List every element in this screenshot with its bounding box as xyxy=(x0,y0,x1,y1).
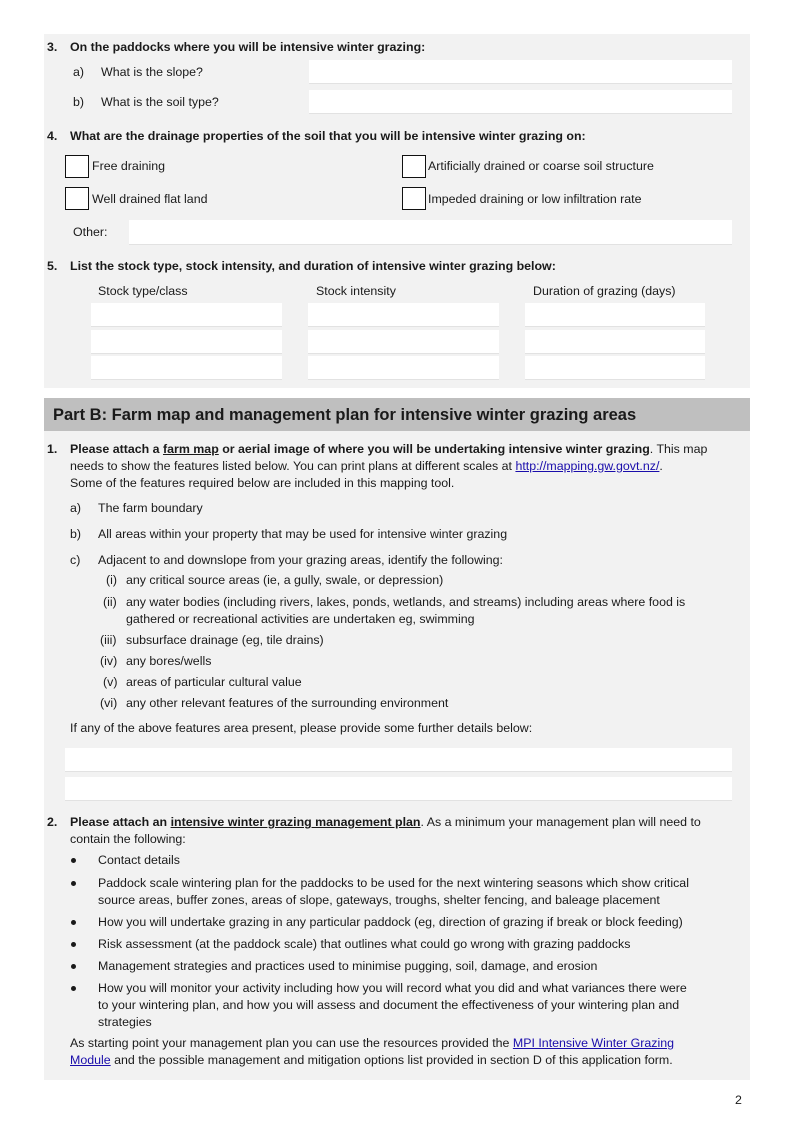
other-drainage-input[interactable] xyxy=(129,220,732,245)
col-stock-intensity: Stock intensity xyxy=(316,284,396,298)
q4-number: 4. xyxy=(47,129,58,143)
bullet-text: Contact details xyxy=(98,853,180,867)
bullet-icon xyxy=(71,986,76,991)
item-label: b) xyxy=(70,527,82,541)
stock-intensity-input[interactable] xyxy=(308,303,499,327)
bullet-text: source areas, buffer zones, areas of slope, gateways, troughs, shelter fencing, and baleage placement xyxy=(98,893,660,907)
q1-line2 xyxy=(70,458,663,475)
sub-text: areas of particular cultural value xyxy=(126,675,302,689)
soil-type-input[interactable] xyxy=(309,90,732,114)
sub-text: any water bodies (including rivers, lakes, ponds, wetlands, and streams) including areas where food is xyxy=(126,595,686,609)
q1-bold: or aerial image of where you will be undertaking intensive winter grazing xyxy=(218,442,650,456)
bullet-icon xyxy=(71,964,76,969)
slope-input[interactable] xyxy=(309,60,732,84)
duration-input[interactable] xyxy=(525,330,705,354)
q2-line2: contain the following: xyxy=(70,832,186,846)
stock-type-input[interactable] xyxy=(91,330,282,354)
farm-map-term: farm map xyxy=(162,442,219,456)
impeded-draining-label: Impeded draining or low infiltration rate xyxy=(428,192,642,206)
management-plan-term: intensive winter grazing management plan xyxy=(170,815,421,829)
q1-bold: Please attach a xyxy=(70,442,163,456)
bullet-text: Management strategies and practices used to minimise pugging, soil, damage, and erosion xyxy=(98,959,598,973)
stock-intensity-input[interactable] xyxy=(308,356,499,380)
q5-title: List the stock type, stock intensity, and duration of intensive winter grazing below: xyxy=(70,259,556,273)
q1-line1 xyxy=(70,441,707,458)
q2-bold: Please attach an xyxy=(70,815,171,829)
q5-number: 5. xyxy=(47,259,58,273)
bullet-icon xyxy=(71,881,76,886)
bullet-text: strategies xyxy=(98,1015,152,1029)
mpi-module-link[interactable]: Module xyxy=(70,1053,111,1067)
sub-label: (i) xyxy=(106,573,118,587)
mpi-module-link[interactable]: MPI Intensive Winter Grazing xyxy=(512,1036,675,1050)
q3-title: On the paddocks where you will be intensive winter grazing: xyxy=(70,40,426,54)
well-drained-checkbox[interactable] xyxy=(65,187,89,210)
artificially-drained-checkbox[interactable] xyxy=(402,155,426,178)
q3a-label: a) xyxy=(73,65,85,79)
q1-text: needs to show the features listed below. You can print plans at different scales at xyxy=(70,459,516,473)
bullet-icon xyxy=(71,942,76,947)
mapping-link[interactable]: http://mapping.gw.govt.nz/ xyxy=(515,459,660,473)
q2-number: 2. xyxy=(47,815,58,829)
sub-label: (iv) xyxy=(100,654,118,668)
q3a-text: What is the slope? xyxy=(101,65,203,79)
q3-number: 3. xyxy=(47,40,58,54)
q3b-label: b) xyxy=(73,95,85,109)
closing-text: and the possible management and mitigation options list provided in section D of this application form. xyxy=(110,1053,673,1067)
closing-text: As starting point your management plan you can use the resources provided the xyxy=(70,1036,513,1050)
item-text: All areas within your property that may be used for intensive winter grazing xyxy=(98,527,508,541)
bullet-text: How you will monitor your activity including how you will record what you did and what variances there were xyxy=(98,981,687,995)
bullet-text: to your wintering plan, and how you will assess and document the effectiveness of your wintering plan and xyxy=(98,998,680,1012)
stock-intensity-input[interactable] xyxy=(308,330,499,354)
bullet-text: Risk assessment (at the paddock scale) that outlines what could go wrong with grazing paddocks xyxy=(98,937,631,951)
bullet-text: How you will undertake grazing in any particular paddock (eg, direction of grazing if break or block feeding) xyxy=(98,915,683,929)
bullet-text: Paddock scale wintering plan for the paddocks to be used for the next wintering seasons which show critical xyxy=(98,876,689,890)
q4-title: What are the drainage properties of the soil that you will be intensive winter grazing on: xyxy=(70,129,586,143)
q3b-text: What is the soil type? xyxy=(101,95,219,109)
item-text: Adjacent to and downslope from your grazing areas, identify the following: xyxy=(98,553,503,567)
sub-text: any bores/wells xyxy=(126,654,212,668)
sub-label: (ii) xyxy=(103,595,117,609)
bullet-icon xyxy=(71,858,76,863)
q1-text: . This map xyxy=(649,442,708,456)
well-drained-label: Well drained flat land xyxy=(92,192,208,206)
artificially-drained-label: Artificially drained or coarse soil structure xyxy=(428,159,654,173)
part-b-heading: Part B: Farm map and management plan for intensive winter grazing areas xyxy=(44,398,750,431)
duration-input[interactable] xyxy=(525,356,705,380)
free-draining-checkbox[interactable] xyxy=(65,155,89,178)
closing-line2 xyxy=(70,1052,673,1069)
sub-text: subsurface drainage (eg, tile drains) xyxy=(126,633,324,647)
bullet-icon xyxy=(71,920,76,925)
col-stock-type: Stock type/class xyxy=(98,284,188,298)
item-label: a) xyxy=(70,501,82,515)
sub-text: any other relevant features of the surrounding environment xyxy=(126,696,449,710)
sub-text: any critical source areas (ie, a gully, swale, or depression) xyxy=(126,573,444,587)
impeded-draining-checkbox[interactable] xyxy=(402,187,426,210)
other-label: Other: xyxy=(73,225,108,239)
further-details-input[interactable] xyxy=(65,748,732,772)
duration-input[interactable] xyxy=(525,303,705,327)
q1-line3: Some of the features required below are included in this mapping tool. xyxy=(70,476,455,490)
col-duration: Duration of grazing (days) xyxy=(533,284,676,298)
item-text: The farm boundary xyxy=(98,501,203,515)
stock-type-input[interactable] xyxy=(91,303,282,327)
page-number: 2 xyxy=(735,1093,742,1107)
details-prompt: If any of the above features area present, please provide some further details below: xyxy=(70,721,533,735)
q1-text: . xyxy=(659,459,663,473)
stock-type-input[interactable] xyxy=(91,356,282,380)
closing-line1 xyxy=(70,1035,674,1052)
free-draining-label: Free draining xyxy=(92,159,166,173)
sub-label: (iii) xyxy=(100,633,117,647)
further-details-input[interactable] xyxy=(65,777,732,801)
q1-number: 1. xyxy=(47,442,58,456)
item-label: c) xyxy=(70,553,81,567)
sub-label: (v) xyxy=(103,675,118,689)
sub-label: (vi) xyxy=(100,696,118,710)
q2-line1 xyxy=(70,814,701,831)
q2-text: . As a minimum your management plan will need to xyxy=(420,815,701,829)
sub-text: gathered or recreational activities are undertaken eg, swimming xyxy=(126,612,475,626)
